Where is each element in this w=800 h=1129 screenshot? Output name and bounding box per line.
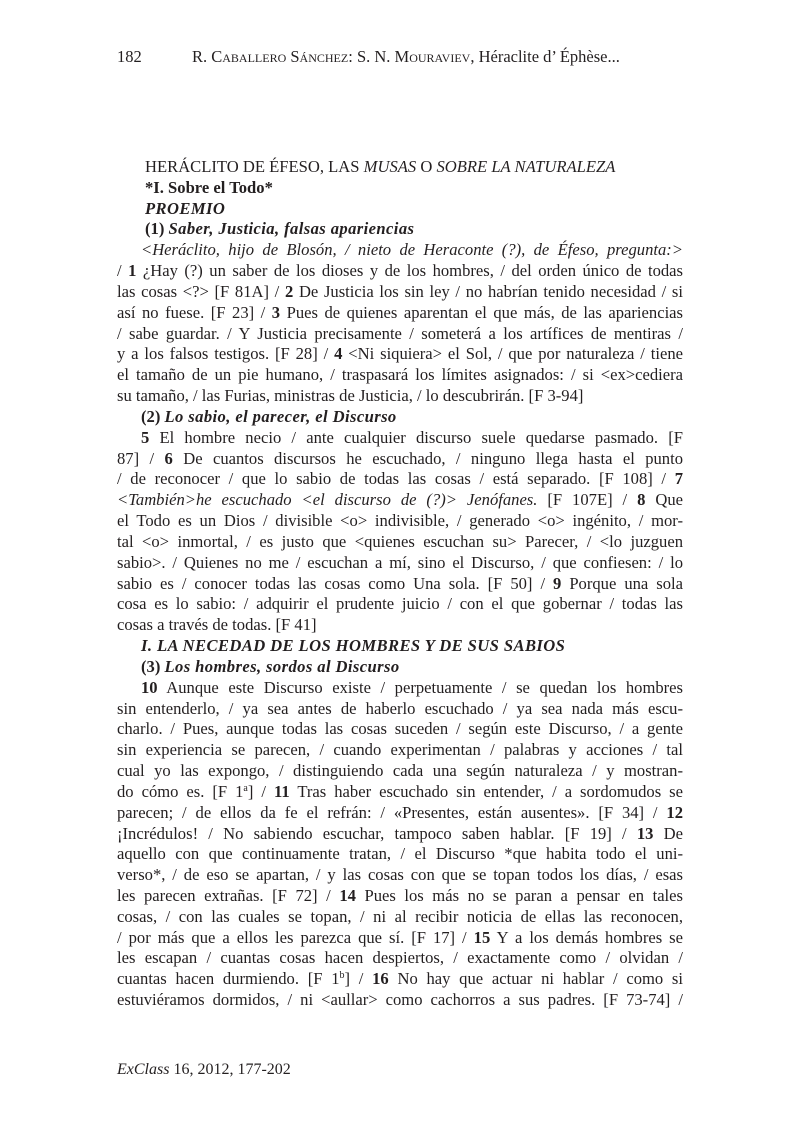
fragment-number: 9	[553, 573, 562, 593]
text-run: De Justicia los sin ley / no habrían tenido necesidad / si	[293, 281, 683, 301]
text-run: su tamaño, / las Furias, ministras de Justicia, / lo descubrirán. [F 3-94]	[117, 386, 584, 406]
text-line	[117, 678, 683, 699]
fragment-number: 13	[636, 823, 654, 843]
fragment-number: 3	[271, 302, 281, 322]
text-line	[117, 344, 683, 365]
text-run: el Todo es un Dios / divisible <o> indivisible, / generado <o> ingénito, / mor-	[117, 511, 683, 531]
fragment-number: (3)	[141, 656, 165, 676]
body-text	[117, 157, 683, 1011]
text-line	[117, 490, 683, 511]
text-run: Pues los más no se paran a pensar en tales	[355, 885, 683, 905]
text-line	[117, 865, 683, 886]
text-run: aquello con que continuamente tratan, / el Discurso *que habita todo el uni-	[117, 844, 683, 864]
fragment-number: 14	[339, 885, 356, 905]
fragment-number: 6	[164, 448, 173, 468]
fragment-number: 8	[637, 490, 646, 510]
text-line	[117, 574, 683, 595]
text-run: ] /	[344, 969, 373, 989]
text-line	[117, 282, 683, 303]
text-line	[117, 615, 683, 636]
fragment-number: (1)	[145, 219, 169, 239]
text-run: /	[117, 261, 129, 281]
fragment-number: 10	[141, 677, 158, 697]
text-line	[117, 386, 683, 407]
text-line	[117, 428, 683, 449]
text-run: las cosas <?> [F 81A] /	[117, 281, 285, 301]
text-run: estuviéramos dormidos, / ni <aullar> como cachorros a sus padres. [F 73-74] /	[117, 990, 683, 1010]
text-run: tal <o> inmortal, / es justo que <quienes escuchan su> Parecer, / <lo juzguen	[117, 531, 683, 551]
journal-citation: 16, 2012, 177-202	[169, 1061, 291, 1078]
text-line	[117, 782, 683, 803]
text-line	[117, 469, 683, 490]
text-line	[117, 261, 683, 282]
text-line	[117, 969, 683, 990]
text-line	[117, 532, 683, 553]
heading-title: Lo sabio, el parecer, el Discurso	[164, 406, 397, 426]
fragment-number: 12	[666, 802, 683, 822]
journal-footer	[117, 1061, 291, 1079]
text-line	[117, 990, 683, 1011]
fragment-number: 7	[674, 469, 683, 489]
text-run: Tras haber escuchado sin entender, / a sordomudos se	[289, 781, 683, 801]
text-run: cosas a través de todas. [F 41]	[117, 615, 317, 635]
text-run: sabio>. / Quienes no me / escuchan a mí, sino el Discurso, / que confiesen: / lo	[117, 552, 683, 572]
italic-text: MUSAS	[363, 157, 417, 176]
running-header	[117, 47, 620, 67]
text-line	[117, 365, 683, 386]
section-heading-line	[117, 178, 683, 199]
text-line	[117, 844, 683, 865]
text-run: el tamaño de un pie humano, / traspasará los límites asignados: / si <ex>cediera	[117, 365, 683, 385]
text-run: ] /	[247, 781, 274, 801]
fragment-number: (2)	[141, 406, 165, 426]
text-line	[117, 761, 683, 782]
text-line	[117, 928, 683, 949]
text-line	[117, 907, 683, 928]
fragment-number: 16	[372, 969, 389, 989]
fragment-number: 5	[141, 427, 150, 447]
italic-text: <Heráclito, hijo de Blosón, / nieto de Heraconte (?), de Éfeso, pregunta:>	[141, 240, 683, 260]
text-run: sin experiencia se parecen, / cuando experimentan / palabras y acciones / tal	[117, 740, 683, 760]
text-run: Aunque este Discurso existe / perpetuamente / se quedan los hombres	[157, 677, 683, 697]
text-run: / por más que a ellos les parezca que sí. [F 17] /	[117, 927, 474, 947]
text-run: [F 107E] /	[537, 490, 638, 510]
text-run: do cómo es. [F 1	[117, 781, 244, 801]
text-run: De cuantos discursos he escuchado, / ninguno llega hasta el punto	[172, 448, 684, 468]
text-run: les parecen extrañas. [F 72] /	[117, 885, 340, 905]
superscript: a	[243, 782, 248, 794]
text-line	[117, 719, 683, 740]
fragment-number: *I. Sobre el Todo*	[145, 177, 273, 197]
text-line	[117, 699, 683, 720]
fragment-number: 4	[334, 344, 343, 364]
text-line	[117, 824, 683, 845]
text-run: Que	[645, 490, 683, 510]
fragment-number: 2	[284, 281, 294, 301]
text-run: les escapan / cuantas cosas hacen despiertos, / exactamente como / olvidan /	[117, 948, 683, 968]
heading-title: PROEMIO	[145, 198, 226, 218]
text-run: / de reconocer / que lo sabio de todas las cosas / está separado. [F 108] /	[117, 469, 675, 489]
text-line	[117, 594, 683, 615]
text-line	[117, 948, 683, 969]
reviewed-title: , Héraclite d’ Éphèse...	[470, 47, 620, 66]
text-run: El hombre necio / ante cualquier discurso suele quedarse pasmado. [F	[149, 427, 683, 447]
section-heading-line	[117, 657, 683, 678]
text-run: Pues de quienes aparentan el que más, de las apariencias	[280, 302, 684, 322]
text-line	[117, 449, 683, 470]
text-run: 87] /	[117, 448, 165, 468]
text-run: Porque una sola	[561, 573, 683, 593]
text-line	[117, 886, 683, 907]
text-line	[117, 303, 683, 324]
author-name: R. Caballero Sánchez	[192, 47, 349, 66]
text-run: ¡Incrédulos! / No sabiendo escuchar, tampoco saben hablar. [F 19] /	[117, 823, 637, 843]
text-run: / sabe guardar. / Y Justicia precisamente / someterá a los artífices de mentiras /	[117, 323, 683, 343]
text-run: <Ni siquiera> el Sol, / que por naturaleza / tiene	[342, 344, 684, 364]
text-line	[117, 740, 683, 761]
heading-title: Saber, Justicia, falsas apariencias	[168, 219, 415, 239]
text-line	[117, 324, 683, 345]
reviewed-author: S. N. Mouraviev	[356, 47, 471, 66]
text-run: ¿Hay (?) un saber de los dioses y de los hombres, / del orden único de todas	[136, 261, 684, 281]
section-heading-line	[117, 199, 683, 220]
text-run: Y a los demás hombres se	[490, 927, 683, 947]
heading-title: Los hombres, sordos al Discurso	[164, 656, 400, 676]
text-run: cosa es lo sabio: / adquirir el prudente juicio / con el que gobernar / todas las	[117, 594, 683, 614]
text-run: sabio es / conocer todas las cosas como Una sola. [F 50] /	[117, 573, 554, 593]
text-run: cual yo las expongo, / distinguiendo cada una según naturaleza / y mostran-	[117, 761, 683, 781]
text-run: HERÁCLITO DE ÉFESO, LAS	[145, 157, 364, 176]
text-run: cosas, / con las cuales se topan, / ni al recibir noticia de ellas las reconocen,	[117, 906, 683, 926]
text-run: charlo. / Pues, aunque todas las cosas suceden / según este Discurso, / a gente	[117, 719, 683, 739]
superscript: b	[339, 970, 345, 982]
text-run: De	[653, 823, 684, 843]
text-run: cuantas hacen durmiendo. [F 1	[117, 969, 340, 989]
text-run: verso*, / de eso se apartan, / y las cosas con que se topan todos los días, / esas	[117, 865, 683, 885]
text-run: O	[416, 157, 437, 176]
section-heading-line	[117, 219, 683, 240]
text-run: No hay que actuar ni hablar / como si	[388, 969, 683, 989]
text-line	[117, 803, 683, 824]
text-run: parecen; / de ellos da fe el refrán: / «Presentes, están ausentes». [F 34] /	[117, 802, 667, 822]
text-run: y a los falsos testigos. [F 28] /	[117, 344, 335, 364]
heading-title: I. LA NECEDAD DE LOS HOMBRES Y DE SUS SABIOS	[141, 636, 566, 656]
section-heading-line	[117, 407, 683, 428]
italic-text: SOBRE LA NATURALEZA	[436, 157, 616, 176]
fragment-number: 15	[473, 927, 491, 947]
section-heading-line	[117, 157, 683, 178]
italic-text: <También>he escuchado <el discurso de (?)> Jenófanes.	[117, 490, 538, 510]
fragment-number: 11	[273, 781, 290, 801]
text-run: así no fuese. [F 23] /	[117, 302, 272, 322]
journal-name: ExClass	[117, 1061, 170, 1078]
fragment-number: 1	[128, 261, 137, 281]
text-line	[117, 240, 683, 261]
page-number: 182	[117, 47, 142, 66]
text-line	[117, 553, 683, 574]
header-separator: :	[348, 47, 357, 66]
section-heading-line	[117, 636, 683, 657]
text-line	[117, 511, 683, 532]
text-run: sin entenderlo, / ya sea antes de haberlo escuchado / ya sea nada más escu-	[117, 698, 683, 718]
